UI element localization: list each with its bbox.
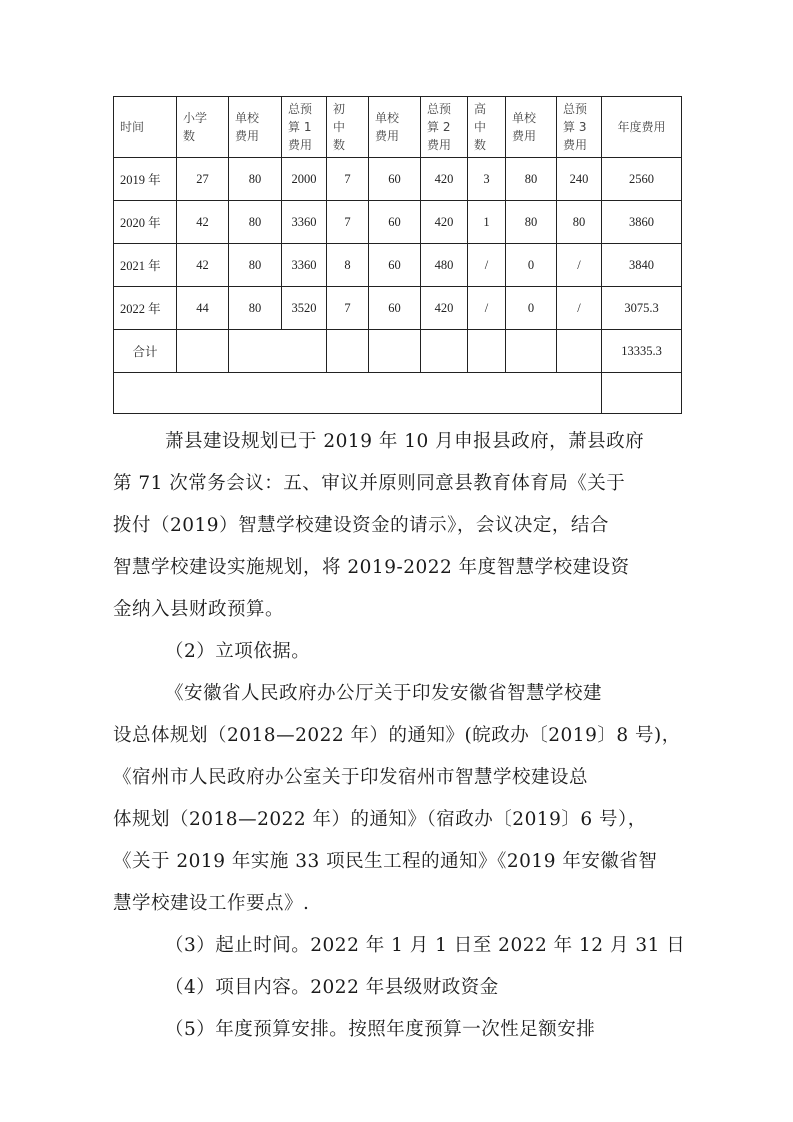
total-label: 合计 (114, 330, 177, 373)
header-cell: 总预 算 2 费用 (421, 97, 468, 158)
cell: 80 (229, 201, 282, 244)
cell: 2000 (282, 158, 327, 201)
cell: 2560 (602, 158, 682, 201)
section-heading: （2）立项依据。 (165, 641, 311, 662)
table-row (114, 158, 682, 201)
cell: 2021 年 (114, 244, 177, 287)
cell (177, 330, 229, 373)
cell (468, 330, 506, 373)
body-line: 智慧学校建设实施规划，将 2019-2022 年度智慧学校建设资 (113, 557, 630, 578)
cell: 7 (327, 287, 369, 330)
table-row (114, 287, 682, 330)
table-row (114, 201, 682, 244)
cell: 480 (421, 244, 468, 287)
cell (327, 330, 369, 373)
cell: 8 (327, 244, 369, 287)
cell: 0 (506, 287, 557, 330)
cell: 7 (327, 158, 369, 201)
header-cell: 单校 费用 (229, 97, 282, 158)
header-cell: 初 中 数 (327, 97, 369, 158)
cell: 60 (369, 158, 421, 201)
cell: 3075.3 (602, 287, 682, 330)
body-line: 第 71 次常务会议：五、审议并原则同意县教育体育局《关于 (113, 473, 626, 494)
cell (369, 330, 421, 373)
header-cell: 单校 费用 (506, 97, 557, 158)
cell: 3 (468, 158, 506, 201)
cell: 80 (506, 158, 557, 201)
cell (602, 373, 682, 414)
header-cell: 时间 (114, 97, 177, 158)
body-line: 《宿州市人民政府办公室关于印发宿州市智慧学校建设总 (113, 767, 589, 788)
cell (229, 330, 327, 373)
cell: / (557, 287, 602, 330)
cell: 1 (468, 201, 506, 244)
blank-row (114, 373, 682, 414)
body-line: 体规划（2018—2022 年）的通知》（宿政办〔2019〕6 号）， (113, 809, 647, 830)
cell: 3360 (282, 244, 327, 287)
cell: 80 (557, 201, 602, 244)
cell: 420 (421, 201, 468, 244)
cell: 3520 (282, 287, 327, 330)
cell: 0 (506, 244, 557, 287)
cell: 44 (177, 287, 229, 330)
cell: 3840 (602, 244, 682, 287)
body-line: 《关于 2019 年实施 33 项民生工程的通知》《2019 年安徽省智 (113, 851, 658, 872)
body-line: 金纳入县财政预算。 (113, 599, 285, 620)
cell: / (557, 244, 602, 287)
cell: 42 (177, 244, 229, 287)
body-line: 慧学校建设工作要点》. (113, 893, 310, 914)
cell: 2022 年 (114, 287, 177, 330)
header-cell: 总预 算 3 费用 (557, 97, 602, 158)
cell (421, 330, 468, 373)
section-heading: （5）年度预算安排。按照年度预算一次性足额安排 (165, 1019, 596, 1040)
section-heading: （4）项目内容。2022 年县级财政资金 (165, 977, 499, 998)
header-cell: 年度费用 (602, 97, 682, 158)
header-cell: 小学 数 (177, 97, 229, 158)
budget-table (113, 96, 682, 414)
cell: / (468, 244, 506, 287)
cell: 80 (229, 158, 282, 201)
cell: 80 (229, 244, 282, 287)
header-cell: 高 中 数 (468, 97, 506, 158)
body-line: 设总体规划（2018—2022 年）的通知》(皖政办〔2019〕8 号)， (113, 725, 681, 746)
total-value: 13335.3 (602, 330, 682, 373)
cell: / (468, 287, 506, 330)
cell (557, 330, 602, 373)
body-line: 拨付（2019）智慧学校建设资金的请示》，会议决定，结合 (113, 515, 609, 536)
table-header-row (114, 97, 682, 158)
cell (114, 373, 602, 414)
cell: 2020 年 (114, 201, 177, 244)
cell: 420 (421, 287, 468, 330)
cell: 3860 (602, 201, 682, 244)
cell: 42 (177, 201, 229, 244)
cell: 60 (369, 287, 421, 330)
cell: 3360 (282, 201, 327, 244)
cell (506, 330, 557, 373)
header-cell: 单校 费用 (369, 97, 421, 158)
cell: 27 (177, 158, 229, 201)
body-line: 萧县建设规划已于 2019 年 10 月申报县政府，萧县政府 (165, 431, 645, 452)
header-cell: 总预 算 1 费用 (282, 97, 327, 158)
cell: 7 (327, 201, 369, 244)
cell: 80 (506, 201, 557, 244)
cell: 420 (421, 158, 468, 201)
section-heading: （3）起止时间。2022 年 1 月 1 日至 2022 年 12 月 31 日 (165, 935, 686, 956)
table-row (114, 244, 682, 287)
total-row (114, 330, 682, 373)
cell: 240 (557, 158, 602, 201)
body-line: 《安徽省人民政府办公厅关于印发安徽省智慧学校建 (165, 683, 603, 704)
cell: 80 (229, 287, 282, 330)
cell: 2019 年 (114, 158, 177, 201)
cell: 60 (369, 201, 421, 244)
cell: 60 (369, 244, 421, 287)
